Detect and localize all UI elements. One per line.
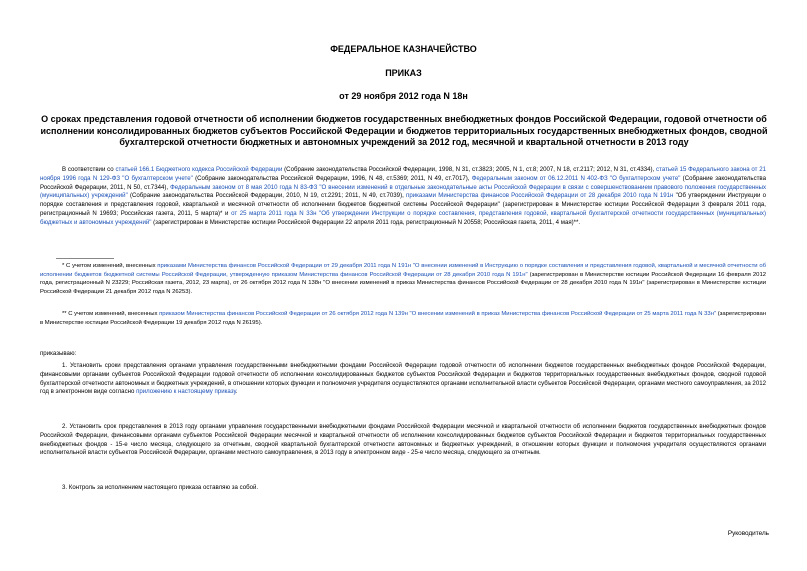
link-law-402fz[interactable]: Федеральным законом от 06.12.2011 N 402-ФЗ "О бухгалтерском учете"	[471, 174, 681, 182]
order-item-1: 1. Установить сроки представления органами управления государственными внебюджетными фондами Российской Федерации годовой отчетности об исполнении бюджетов государственных внебюджетных фондов Российской Федерации, финансовыми органами субъектов Российской Федерации годовой отчетности об исполнении консолидированных бюджетов субъектов Российской Федерации и бюджетов территориальных государственных внебюджетных фондов, сводной годовой бухгалтерской отчетности автономных и бюджетных учреждений, в отношении которых функции и полномочия учредителя осуществляются органами исполнительной власти субъектов Российской Федерации, органами местного самоуправления, за 2012 год в электронном виде согласно приложению к настоящему приказу.	[40, 362, 766, 396]
signature-label: Руководитель	[727, 530, 769, 537]
document-title: О сроках представления годовой отчетности об исполнении бюджетов государственных внебюджетных фондов Российской Федерации, годовой отчетности об исполнении консолидированных бюджетов субъектов Российской Федерации и бюджетов территориальных государственных внебюджетных фондов, сводной бухгалтерской отчетности бюджетных и автономных учреждений за 2012 год, месячной и квартальной отчетности в 2013 году	[40, 114, 768, 147]
order-word: приказываю:	[40, 350, 77, 357]
order-item-3: 3. Контроль за исполнением настоящего приказа оставляю за собой.	[62, 484, 259, 491]
link-budget-code-article[interactable]: статьей 166.1 Бюджетного кодекса Российской Федерации	[115, 166, 283, 173]
document-date: от 29 ноября 2012 года N 18н	[339, 91, 468, 101]
link-order-33n[interactable]: от 25 марта 2011 года N 33н "Об утверждении Инструкции о порядке составления, представления годовой, квартальной бухгалтерской отчетности государственных (муниципальных) бюджетных и автономных учреждений"	[40, 209, 766, 226]
link-appendix[interactable]: приложению к настоящему приказу	[136, 388, 236, 396]
organization-heading: ФЕДЕРАЛЬНОЕ КАЗНАЧЕЙСТВО	[330, 44, 477, 54]
footnote-1: * С учетом изменений, внесенных приказами Министерства финансов Российской Федерации от 29 декабря 2011 года N 191н "О внесении изменений в Инструкцию о порядке составления и представления годовой, квартальной и месячной отчетности об исполнении бюджетов бюджетной системы Российской Федерации, утвержденную приказом Министерства финансов Российской Федерации от 28 декабря 2010 года N 191н" (зарегистрирован в Министерстве юстиции Российской Федерации 16 февраля 2012 года, регистрационный N 23229; Российская газета, 2012, 23 марта), от 26 октября 2012 года N 138н "О внесении изменений в приказ Министерства финансов Российской Федерации от 28 декабря 2010 года N 191н" (зарегистрирован в Министерстве юстиции Российской Федерации 21 декабря 2012 года N 26253).	[40, 263, 766, 295]
order-item-2: 2. Установить срок представления в 2013 году органами управления государственными внебюджетными фондами Российской Федерации месячной и квартальной отчетности об исполнении бюджетов государственных внебюджетных фондов Российской Федерации, финансовыми органами субъектов Российской Федерации месячной и квартальной отчетности об исполнении консолидированных бюджетов субъектов Российской Федерации и бюджетов территориальных государственных внебюджетных фондов - 15-е число месяца, следующего за отчетным, сводной квартальной бухгалтерской отчетности автономных и бюджетных учреждений, в отношении которых функции и полномочия учредителя осуществляются органами исполнительной власти субъектов Российской Федерации, органами местного самоуправления, в 2013 году в электронном виде - 25-е число месяца, следующего за отчетным.	[40, 423, 766, 457]
footnote-divider	[56, 258, 114, 259]
preamble-paragraph: В соответствии со статьей 166.1 Бюджетного кодекса Российской Федерации (Собрание законодательства Российской Федерации, 1998, N 31, ст.3823; 2005, N 1, ст.8; 2007, N 18, ст.2117; 2012, N 31, ст.4334), статьей 15 Федерального закона от 21 ноября 1996 года N 129-ФЗ "О бухгалтерском учете" (Собрание законодательства Российской Федерации, 1996, N 48, ст.5369; 2011, N 49, ст.7017), Федеральным законом от 06.12.2011 N 402-ФЗ "О бухгалтерском учете" (Собрание законодательства Российской Федерации, 2011, N 50, ст.7344), Федеральным законом от 8 мая 2010 года N 83-ФЗ "О внесении изменений в отдельные законодательные акты Российской Федерации в связи с совершенствованием правового положения государственных (муниципальных) учреждений" (Собрание законодательства Российской Федерации, 2010, N 19, ст.2291; 2011, N 49, ст.7039), приказами Министерства финансов Российской Федерации от 28 декабря 2010 года N 191н "Об утверждении Инструкции о порядке составления и представления годовой, квартальной и месячной отчетности об исполнении бюджетов бюджетной системы Российской Федерации" (зарегистрирован в Министерстве юстиции Российской Федерации 3 февраля 2011 года, регистрационный N 19693; Российская газета, 2011, 5 марта)* и от 25 марта 2011 года N 33н "Об утверждении Инструкции о порядке составления, представления годовой, квартальной бухгалтерской отчетности государственных (муниципальных) бюджетных и автономных учреждений" (зарегистрирован в Министерстве юстиции Российской Федерации 22 апреля 2011 года, регистрационный N 20558; Российская газета, 2011, 4 мая)**.	[40, 166, 766, 226]
link-footnote1-order[interactable]: приказами Министерства финансов Российской Федерации от 29 декабря 2011 года N 191н "О внесении изменений в Инструкцию о порядке составления и представления годовой, квартальной и месячной отчетности об исполнении бюджетов бюджетной системы Российской Федерации, утвержденную приказом Министерства финансов Российской Федерации от 28 декабря 2010 года N 191н"	[40, 263, 766, 278]
link-order-191n[interactable]: приказами Министерства финансов Российской Федерации от 28 декабря 2010 года N 191н	[406, 192, 674, 200]
link-law-83fz[interactable]: Федеральным законом от 8 мая 2010 года N 83-ФЗ "О внесении изменений в отдельные законодательные акты Российской Федерации в связи с совершенствованием правового положения государственных (муниципальных) учреждений"	[40, 183, 766, 200]
document-type-heading: ПРИКАЗ	[385, 68, 422, 78]
link-law-129fz-article[interactable]: статьей 15 Федерального закона от 21 ноября 1996 года N 129-ФЗ "О бухгалтерском учете"	[40, 166, 766, 182]
link-footnote2-order[interactable]: приказом Министерства финансов Российской Федерации от 26 октября 2012 года N 139н "О внесении изменений в приказ Министерства финансов Российской Федерации от 25 марта 2011 года N 33н"	[159, 311, 717, 317]
footnote-2: ** С учетом изменений, внесенных приказом Министерства финансов Российской Федерации от 26 октября 2012 года N 139н "О внесении изменений в приказ Министерства финансов Российской Федерации от 25 марта 2011 года N 33н" (зарегистрирован в Министерстве юстиции Российской Федерации 19 декабря 2012 года N 26195).	[40, 311, 767, 326]
